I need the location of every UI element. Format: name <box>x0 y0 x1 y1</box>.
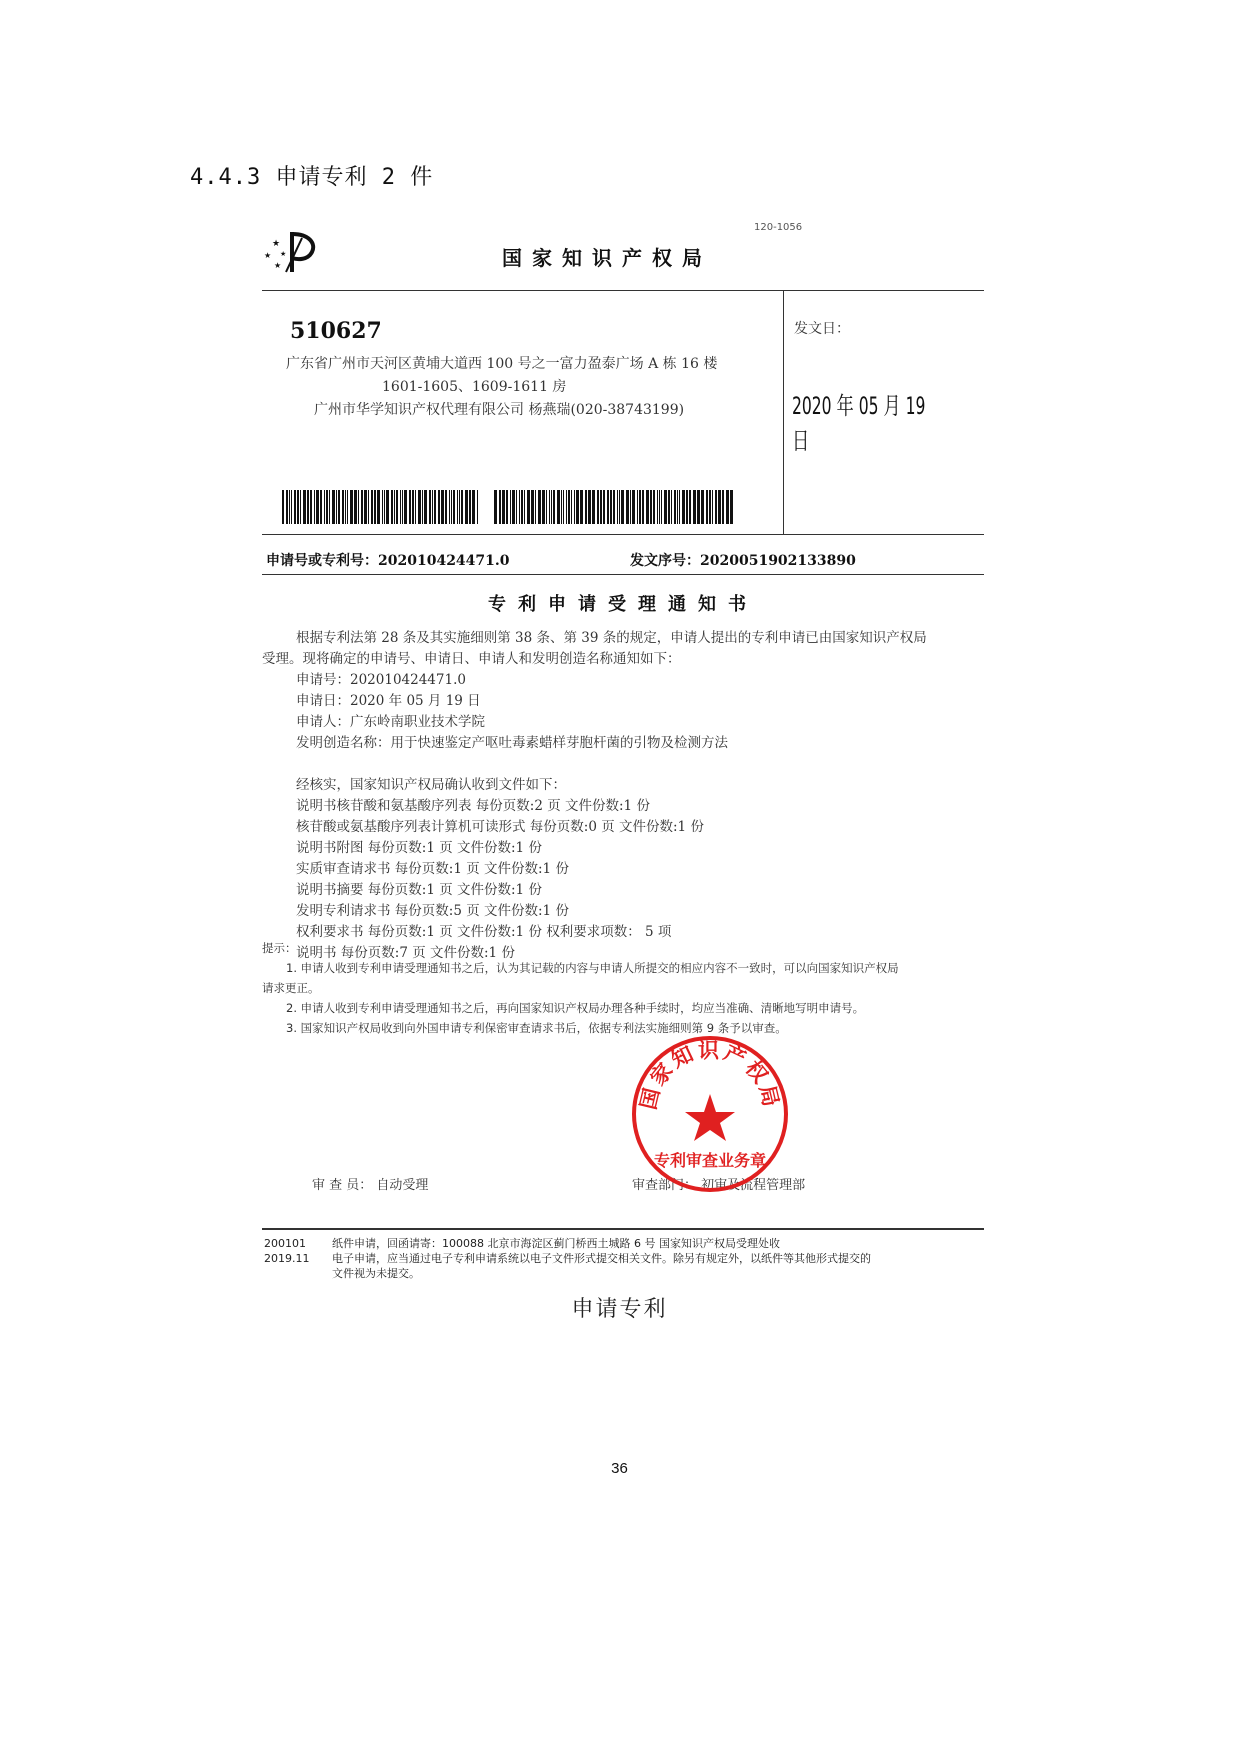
footer-code-2: 2019.11 <box>264 1252 310 1265</box>
reviewer-value: 自动受理 <box>376 1178 429 1193</box>
barcode-bar <box>477 490 478 524</box>
barcode-bar <box>661 490 662 524</box>
barcode-bar <box>472 490 475 524</box>
barcode-bar <box>358 490 359 524</box>
barcode-bar <box>457 490 458 524</box>
barcode-bar <box>664 490 667 524</box>
barcode-bar <box>422 490 423 524</box>
barcode-bar <box>653 490 655 524</box>
intro-line-2: 受理。现将确定的申请号、申请日、申请人和发明创造名称通知如下： <box>262 651 681 667</box>
reviewer-label: 审 查 员： <box>312 1178 373 1193</box>
file-item: 核苷酸或氨基酸序列表计算机可读形式 每份页数:0 页 文件份数:1 份 <box>296 819 704 835</box>
barcode-bar <box>659 490 660 524</box>
barcode-bar <box>639 490 641 524</box>
barcode-bar <box>453 490 455 524</box>
barcode-bar <box>588 490 591 524</box>
tip-1-line-2: 请求更正。 <box>262 981 320 995</box>
barcode-bar <box>342 490 344 524</box>
barcode-bar <box>677 490 678 524</box>
barcode-bar <box>563 490 564 524</box>
office-name: 国家知识产权局 <box>502 246 712 270</box>
barcode-bar <box>701 490 704 524</box>
svg-text:★: ★ <box>264 251 272 260</box>
barcode-bar <box>697 490 700 524</box>
barcode-bar <box>502 490 505 524</box>
issue-date-value: 2020 年 05 月 19 日 <box>792 392 926 455</box>
barcode-bar <box>326 490 328 524</box>
barcode-bar <box>585 490 587 524</box>
barcode-bar <box>294 490 296 524</box>
svg-text:★: ★ <box>274 261 282 270</box>
patent-notice-document <box>262 218 984 1368</box>
barcode-bar <box>632 490 635 524</box>
barcode-bar <box>519 490 520 524</box>
serial-number-label: 发文序号： <box>630 553 700 569</box>
barcode-bar <box>722 490 724 524</box>
barcode-bar <box>646 490 649 524</box>
barcode-bar <box>516 490 517 524</box>
barcode-bar <box>630 490 631 524</box>
ref-bottom-divider <box>262 574 984 575</box>
barcode-bar <box>461 490 463 524</box>
official-seal <box>630 1034 790 1194</box>
barcode-bar <box>396 490 398 524</box>
barcode-bar <box>332 490 335 524</box>
page-number: 36 <box>611 1460 628 1477</box>
reviewer <box>312 1174 428 1193</box>
barcode-bar <box>445 490 447 524</box>
tip-3: 3. 国家知识产权局收到向外国申请专利保密审查请求书后，依据专利法实施细则第 9 条予以审查。 <box>286 1021 787 1035</box>
barcode-bar <box>650 490 652 524</box>
barcode-bar <box>361 490 363 524</box>
barcode-bar <box>613 490 615 524</box>
barcode-bar <box>512 490 515 524</box>
ref-top-divider <box>262 534 984 535</box>
barcode-bar <box>619 490 620 524</box>
barcode-bar <box>402 490 403 524</box>
barcode-bar <box>409 490 411 524</box>
svg-text:★: ★ <box>280 250 287 258</box>
notice-body <box>262 628 984 964</box>
barcode-bar <box>384 490 385 524</box>
barcode-bar <box>524 490 525 524</box>
barcode-bar <box>557 490 560 524</box>
barcode-bar <box>549 490 550 524</box>
barcode-bar <box>415 490 416 524</box>
barcode-bar <box>715 490 717 524</box>
barcode-bar <box>679 490 680 524</box>
app-date-line: 申请日：2020 年 05 月 19 日 <box>296 693 481 709</box>
file-item: 发明专利请求书 每份页数:5 页 文件份数:1 份 <box>296 903 569 919</box>
tip-1-line-1: 1. 申请人收到专利申请受理通知书之后，认为其记载的内容与申请人所提交的相应内容不一致时，可以向国家知识产权局 <box>286 961 899 975</box>
barcode-bar <box>506 490 508 524</box>
barcode-bar <box>574 490 575 524</box>
barcode-bar <box>345 490 346 524</box>
barcode-bar <box>546 490 547 524</box>
svg-text:★: ★ <box>272 239 281 249</box>
seal-text: 国家知识产权局 <box>636 1038 784 1112</box>
file-item: 说明书摘要 每份页数:1 页 文件份数:1 份 <box>296 882 542 898</box>
department-value: 初审及流程管理部 <box>701 1178 806 1193</box>
barcode-bar <box>576 490 579 524</box>
file-item: 说明书 每份页数:7 页 文件份数:1 份 <box>296 945 515 961</box>
barcode-bar <box>600 490 602 524</box>
barcode-bar <box>568 490 570 524</box>
header-divider <box>262 290 984 291</box>
barcode-bar <box>637 490 638 524</box>
barcode-bar <box>527 490 530 524</box>
footer-line-3: 文件视为未提交。 <box>332 1267 420 1280</box>
application-number-label: 申请号或专利号： <box>266 553 378 569</box>
barcode-bar <box>671 490 672 524</box>
barcode-bar <box>642 490 644 524</box>
barcode-bar <box>459 490 460 524</box>
intro-line-1: 根据专利法第 28 条及其实施细则第 38 条、第 39 条的规定，申请人提出的专利申请已由国家知识产权局 <box>296 630 927 646</box>
barcode-bar <box>610 490 612 524</box>
barcode-bar <box>510 490 511 524</box>
barcode-bar <box>626 490 629 524</box>
barcode-bar <box>494 490 497 524</box>
barcode-bar <box>521 490 523 524</box>
barcode-bar <box>693 490 696 524</box>
barcode-bar <box>412 490 414 524</box>
barcode-bar <box>434 490 436 524</box>
file-item: 实质审查请求书 每份页数:1 页 文件份数:1 份 <box>296 861 569 877</box>
postcode: 510627 <box>290 318 382 344</box>
barcode-bar <box>674 490 676 524</box>
form-code: 120-1056 <box>754 222 803 233</box>
barcode-bar <box>324 490 325 524</box>
barcode-bar <box>377 490 380 524</box>
seal-bottom-text: 专利审查业务章 <box>653 1151 767 1170</box>
barcode-bar <box>438 490 440 524</box>
file-item: 权利要求书 每份页数:1 页 文件份数:1 份 权利要求项数： 5 项 <box>296 924 672 940</box>
barcode-bar <box>391 490 393 524</box>
barcode-bar <box>668 490 670 524</box>
barcode-bar <box>580 490 583 524</box>
file-item: 说明书核苷酸和氨基酸序列表 每份页数:2 页 文件份数:1 份 <box>296 798 650 814</box>
barcode-bar <box>709 490 711 524</box>
barcode-bar <box>314 490 315 524</box>
barcode-bar <box>320 490 322 524</box>
barcode-bar <box>386 490 389 524</box>
barcode-bar <box>682 490 685 524</box>
barcode-bar <box>374 490 376 524</box>
barcode-bar <box>382 490 383 524</box>
barcode-bar <box>730 490 733 524</box>
barcode-bar <box>726 490 729 524</box>
barcode-bar <box>307 490 309 524</box>
barcode-bar <box>347 490 348 524</box>
tip-2: 2. 申请人收到专利申请受理通知书之后，再向国家知识产权局办理各种手续时，均应当准确、清晰地写明申请号。 <box>286 1001 865 1015</box>
barcode-bar <box>432 490 433 524</box>
department-label: 审查部门： <box>632 1178 698 1193</box>
barcode-right <box>494 490 734 524</box>
address-line-1: 广东省广州市天河区黄埔大道西 100 号之一富力盈泰广场 A 栋 16 楼 <box>286 356 718 372</box>
barcode-bar <box>621 490 624 524</box>
barcode-bar <box>368 490 369 524</box>
barcode-bar <box>538 490 541 524</box>
barcode-bar <box>571 490 572 524</box>
barcode-bar <box>286 490 288 524</box>
barcode-bar <box>364 490 367 524</box>
notice-title: 专利申请受理通知书 <box>488 594 758 615</box>
barcode-bar <box>592 490 595 524</box>
barcode-bar <box>469 490 471 524</box>
applicant-line: 申请人：广东岭南职业技术学院 <box>296 714 485 730</box>
barcode-bar <box>718 490 721 524</box>
tips-section <box>262 938 984 1038</box>
barcode-bar <box>289 490 290 524</box>
barcode-bar <box>607 490 609 524</box>
barcode-left <box>282 490 479 524</box>
barcode-bar <box>394 490 395 524</box>
barcode-bar <box>712 490 713 524</box>
barcode-bar <box>465 490 468 524</box>
barcode-bar <box>429 490 431 524</box>
serial-number-row <box>630 550 856 570</box>
barcode-bar <box>354 490 357 524</box>
barcode-bar <box>300 490 301 524</box>
barcode-bar <box>551 490 552 524</box>
barcode-bar <box>535 490 536 524</box>
barcode-bar <box>418 490 421 524</box>
barcode-bar <box>424 490 427 524</box>
barcode-bar <box>350 490 353 524</box>
app-number-line: 申请号：202010424471.0 <box>296 672 466 688</box>
file-item: 说明书附图 每份页数:1 页 文件份数:1 份 <box>296 840 542 856</box>
invention-line: 发明创造名称：用于快速鉴定产呕吐毒素蜡样芽胞杆菌的引物及检测方法 <box>296 735 728 751</box>
barcode-bar <box>689 490 691 524</box>
application-number-value: 202010424471.0 <box>378 553 510 569</box>
footer-line-2: 电子申请，应当通过电子专利申请系统以电子文件形式提交相关文件。除另有规定外，以纸件等其他形式提交的 <box>332 1252 871 1265</box>
cnipa-emblem-icon <box>262 228 318 276</box>
barcode-bar <box>282 490 284 524</box>
barcode-bar <box>310 490 312 524</box>
footer-text <box>332 1236 982 1281</box>
barcode-bar <box>291 490 292 524</box>
seal-star-icon <box>685 1094 735 1141</box>
barcode-bar <box>297 490 299 524</box>
barcode-bar <box>338 490 340 524</box>
barcode-bar <box>449 490 450 524</box>
barcode-bar <box>336 490 337 524</box>
barcode-bar <box>706 490 708 524</box>
barcode-bar <box>451 490 452 524</box>
barcode-bar <box>531 490 534 524</box>
barcode-bar <box>499 490 501 524</box>
barcode-bar <box>316 490 319 524</box>
barcode-bar <box>553 490 555 524</box>
issue-date-label: 发文日： <box>794 321 850 337</box>
barcode-bar <box>400 490 401 524</box>
barcode-bar <box>566 490 567 524</box>
agent-line: 广州市华学知识产权代理有限公司 杨燕瑞(020-38743199) <box>314 402 685 418</box>
barcode-bar <box>329 490 330 524</box>
footer-code-1: 200101 <box>264 1237 306 1250</box>
tips-label: 提示： <box>262 941 297 955</box>
barcode-bar <box>404 490 407 524</box>
barcode-bar <box>597 490 599 524</box>
address-line-2: 1601-1605、1609-1611 房 <box>382 379 567 395</box>
section-heading: 4.4.3 申请专利 2 件 <box>190 165 434 190</box>
barcode-bar <box>657 490 658 524</box>
barcode-bar <box>371 490 373 524</box>
barcode-bar <box>617 490 618 524</box>
barcode-bar <box>686 490 688 524</box>
figure-caption: 申请专利 <box>571 1297 668 1322</box>
barcode-bar <box>441 490 444 524</box>
date-column-divider <box>783 290 784 534</box>
barcode-bar <box>603 490 605 524</box>
barcode-bar <box>561 490 562 524</box>
serial-number-value: 2020051902133890 <box>700 553 856 569</box>
application-number-row <box>266 550 510 570</box>
barcode-bar <box>542 490 545 524</box>
footer-divider <box>262 1228 984 1230</box>
footer-line-1: 纸件申请，回函请寄：100088 北京市海淀区蓟门桥西土城路 6 号 国家知识产权局受理处收 <box>332 1237 780 1250</box>
verified-line: 经核实，国家知识产权局确认收到文件如下： <box>296 777 566 793</box>
barcode-bar <box>303 490 306 524</box>
